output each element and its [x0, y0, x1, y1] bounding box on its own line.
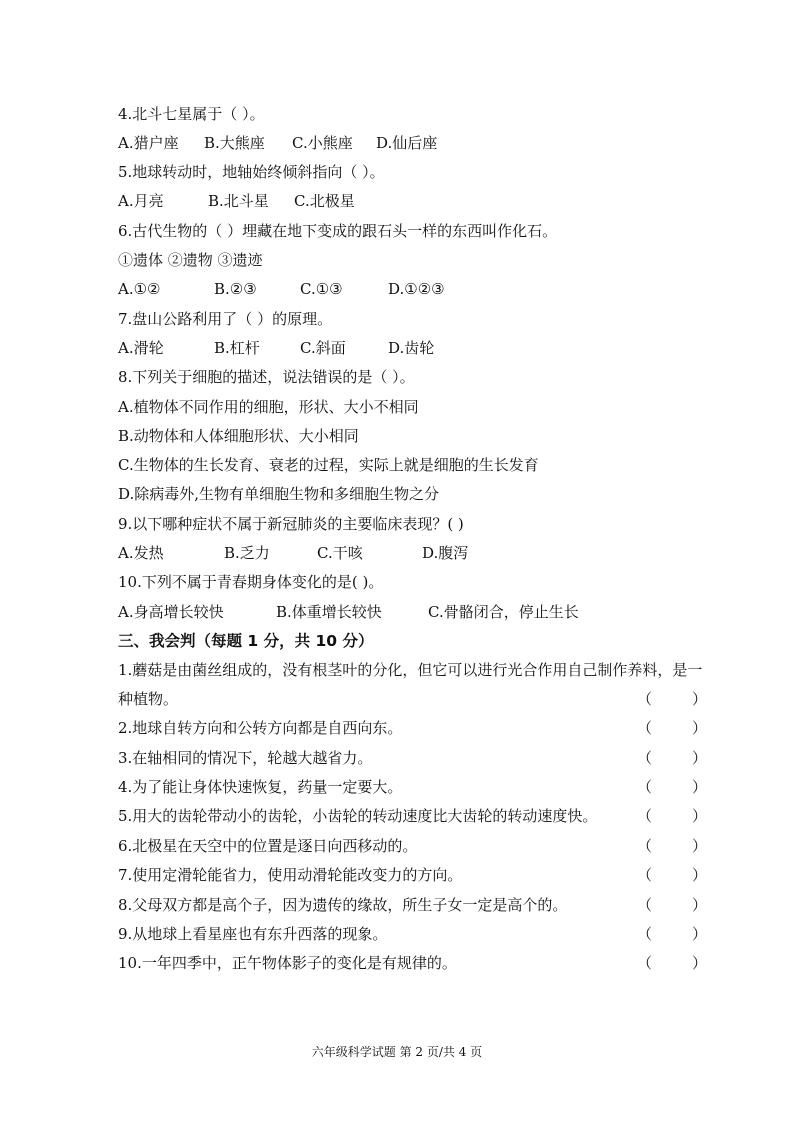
question-6-options	[118, 278, 445, 300]
question-8-option-b: B.动物体和人体细胞形状、大小相同	[118, 427, 359, 445]
question-7-options	[118, 337, 434, 359]
option-d: D.仙后座	[376, 134, 438, 152]
judge-item-4: 4.为了能让身体快速恢复，药量一定要大。	[118, 778, 403, 796]
option-d: D.齿轮	[388, 339, 435, 357]
judge-item-9: 9.从地球上看星座也有东升西落的现象。	[118, 925, 388, 943]
question-4-options	[118, 132, 437, 154]
option-b: B.杠杆	[214, 339, 260, 357]
question-4: 4.北斗七星属于（ ）。	[118, 105, 265, 123]
judge-item-2: 2.地球自转方向和公转方向都是自西向东。	[118, 719, 403, 737]
judge-item-1: 1.蘑菇是由菌丝组成的，没有根茎叶的分化，但它可以进行光合作用自己制作养料，是一	[118, 661, 703, 679]
question-10-options	[118, 601, 579, 623]
judge-item-3: 3.在轴相同的情况下，轮越大越省力。	[118, 749, 373, 767]
answer-blank[interactable]: （ ）	[637, 866, 707, 884]
option-a: A.发热	[118, 544, 164, 562]
question-10: 10.下列不属于青春期身体变化的是( )。	[118, 573, 384, 591]
answer-blank[interactable]: （ ）	[637, 896, 707, 914]
option-b: B.②③	[214, 280, 257, 298]
option-c: C.干咳	[317, 544, 363, 562]
option-c: C.小熊座	[292, 134, 353, 152]
option-d: D.①②③	[388, 280, 445, 298]
option-a: A.身高增长较快	[118, 603, 224, 621]
answer-blank[interactable]: （ ）	[637, 690, 707, 708]
option-a: A.滑轮	[118, 339, 164, 357]
option-a: A.月亮	[118, 192, 164, 210]
answer-blank[interactable]: （ ）	[637, 807, 707, 825]
section-title: 三、我会判（每题 1 分，共 10 分）	[118, 632, 374, 650]
answer-blank[interactable]: （ ）	[637, 925, 707, 943]
option-c: C.骨骼闭合，停止生长	[428, 603, 579, 621]
option-b: B.体重增长较快	[276, 603, 382, 621]
option-c: C.斜面	[300, 339, 346, 357]
question-8-option-d: D.除病毒外,生物有单细胞生物和多细胞生物之分	[118, 485, 440, 503]
question-6-choices: ①遗体 ②遗物 ③遗迹	[118, 251, 263, 269]
option-c: C.①③	[300, 280, 343, 298]
question-8: 8.下列关于细胞的描述，说法错误的是（ ）。	[118, 368, 415, 386]
answer-blank[interactable]: （ ）	[637, 778, 707, 796]
option-d: D.腹泻	[422, 544, 469, 562]
question-9-options	[118, 542, 468, 564]
answer-blank[interactable]: （ ）	[637, 837, 707, 855]
option-a: A.猎户座	[118, 134, 179, 152]
judge-item-8: 8.父母双方都是高个子，因为遗传的缘故，所生子女一定是高个的。	[118, 896, 568, 914]
option-a: A.①②	[118, 280, 161, 298]
question-5-options	[118, 190, 355, 212]
judge-item-1-cont: 种植物。	[118, 690, 179, 708]
question-7: 7.盘山公路利用了（ ）的原理。	[118, 310, 333, 328]
judge-item-7: 7.使用定滑轮能省力，使用动滑轮能改变力的方向。	[118, 866, 463, 884]
question-8-option-c: C.生物体的生长发育、衰老的过程，实际上就是细胞的生长发育	[118, 456, 539, 474]
answer-blank[interactable]: （ ）	[637, 749, 707, 767]
question-8-option-a: A.植物体不同作用的细胞，形状、大小不相同	[118, 398, 419, 416]
judge-item-10: 10.一年四季中，正午物体影子的变化是有规律的。	[118, 954, 457, 972]
option-b: B.乏力	[224, 544, 270, 562]
judge-item-6: 6.北极星在天空中的位置是逐日向西移动的。	[118, 837, 418, 855]
answer-blank[interactable]: （ ）	[637, 719, 707, 737]
option-c: C.北极星	[294, 192, 355, 210]
answer-blank[interactable]: （ ）	[637, 954, 707, 972]
judge-item-5: 5.用大的齿轮带动小的齿轮，小齿轮的转动速度比大齿轮的转动速度快。	[118, 807, 598, 825]
option-b: B.北斗星	[208, 192, 269, 210]
option-b: B.大熊座	[204, 134, 265, 152]
question-9: 9.以下哪种症状不属于新冠肺炎的主要临床表现？( )	[118, 515, 464, 533]
page-footer: 六年级科学试题 第 2 页/共 4 页	[311, 1045, 483, 1059]
question-5: 5.地球转动时，地轴始终倾斜指向（ ）。	[118, 163, 385, 181]
question-6: 6.古代生物的（ ）埋藏在地下变成的跟石头一样的东西叫作化石。	[118, 222, 558, 240]
